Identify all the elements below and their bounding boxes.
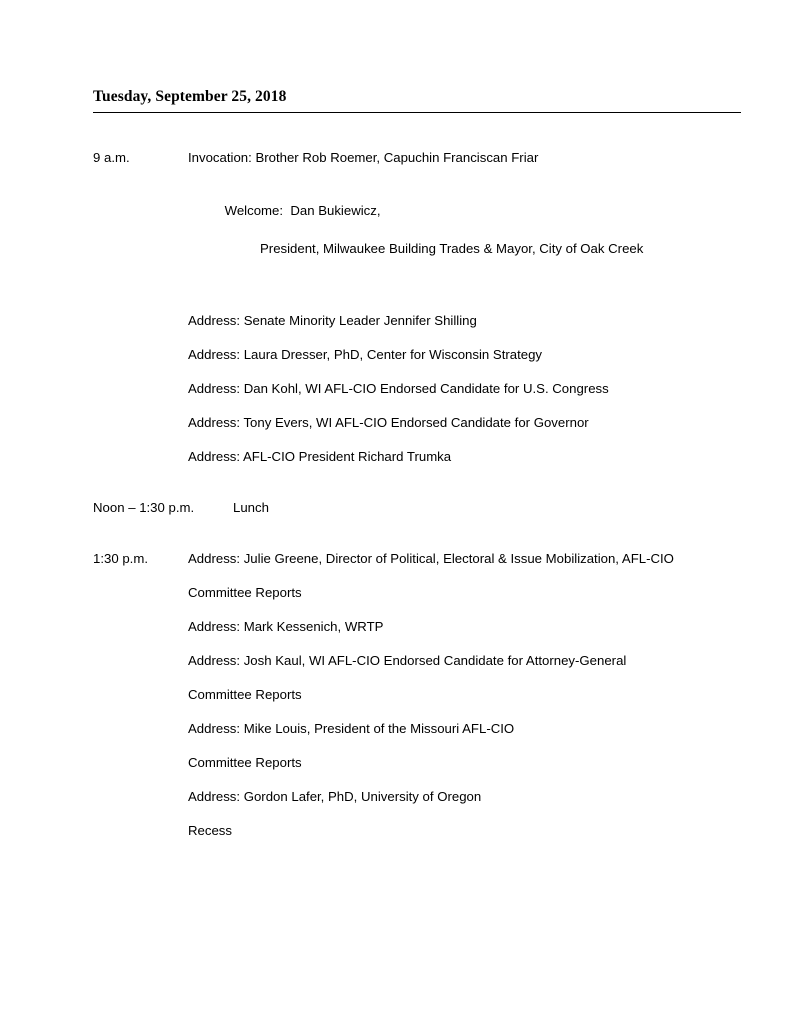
schedule-block-morning [93,148,753,466]
lunch-label: Lunch [233,500,269,515]
list-item: Address: Julie Greene, Director of Political, Electoral & Issue Mobilization, AFL-CIO [188,551,674,566]
list-item: Committee Reports [188,687,302,702]
welcome-subline: President, Milwaukee Building Trades & Mayor, City of Oak Creek [260,241,644,256]
welcome-line: Welcome: Dan Bukiewicz, [224,203,381,218]
schedule-block-afternoon [93,549,753,840]
morning-items [188,148,753,466]
list-item: Invocation: Brother Rob Roemer, Capuchin Franciscan Friar [188,150,539,165]
list-item: Address: AFL-CIO President Richard Trumka [188,449,452,464]
spacer [93,466,753,498]
list-item: Recess [188,823,232,838]
list-item: Address: Dan Kohl, WI AFL-CIO Endorsed Candidate for U.S. Congress [188,381,609,396]
spacer [93,517,753,549]
list-item [188,182,753,296]
list-item: Address: Senate Minority Leader Jennifer Shilling [188,313,477,328]
schedule-block-lunch [93,498,753,517]
lunch-time: Noon – 1:30 p.m. [93,500,195,515]
afternoon-time: 1:30 p.m. [93,551,148,566]
list-item: Address: Laura Dresser, PhD, Center for Wisconsin Strategy [188,347,543,362]
schedule-list [93,148,753,840]
title-divider [93,112,741,113]
list-item: Address: Mike Louis, President of the Missouri AFL-CIO [188,721,515,736]
document-header [93,88,741,113]
list-item: Committee Reports [188,755,302,770]
page-title: Tuesday, September 25, 2018 [93,88,287,105]
list-item: Committee Reports [188,585,302,600]
list-item: Address: Gordon Lafer, PhD, University of Oregon [188,789,482,804]
morning-time: 9 a.m. [93,150,130,165]
list-item: Address: Mark Kessenich, WRTP [188,619,384,634]
list-item: Address: Josh Kaul, WI AFL-CIO Endorsed Candidate for Attorney-General [188,653,627,668]
list-item: Address: Tony Evers, WI AFL-CIO Endorsed Candidate for Governor [188,415,589,430]
afternoon-items [188,549,753,840]
